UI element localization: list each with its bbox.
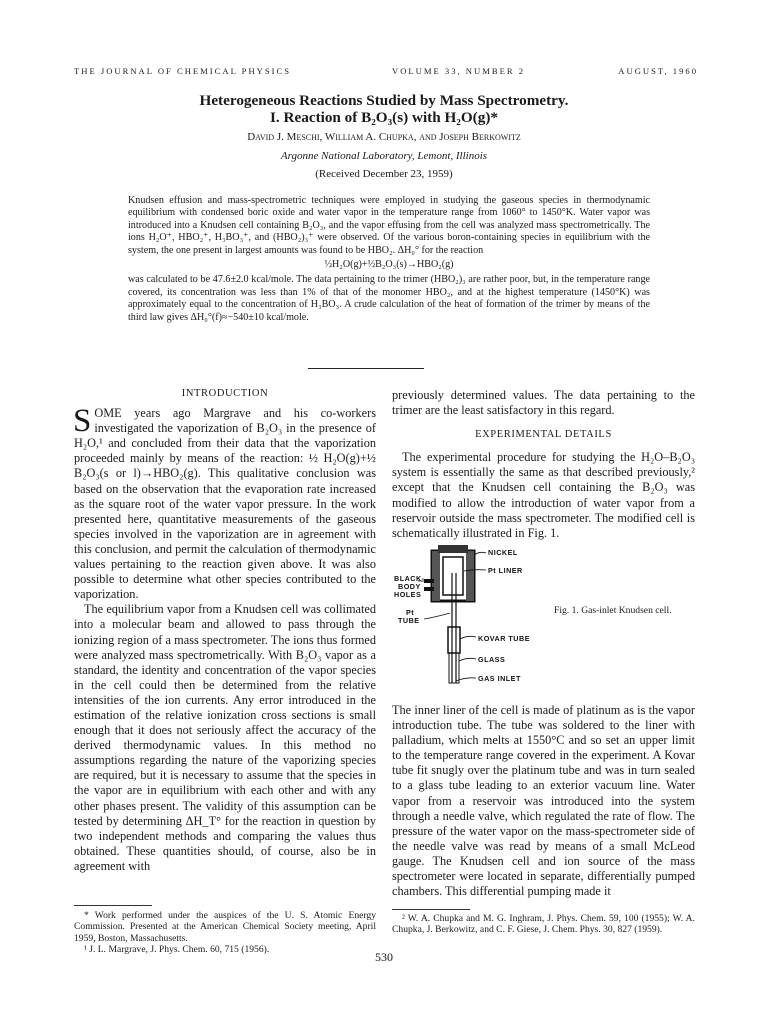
label-pt-liner: Pt LINER: [488, 566, 523, 575]
pt-liner-outline: [443, 557, 463, 595]
nickel-lid: [438, 545, 468, 553]
glass-leader: [459, 658, 476, 661]
left-column: [74, 386, 376, 874]
nickel-wall-left: [432, 551, 440, 601]
label-black-body-1: BLACK-: [394, 574, 425, 583]
black-body-hole: [424, 587, 434, 591]
right-column: [392, 388, 695, 541]
abstract-equation: ½H₂O(g)+½B₂O₃(s)→HBO₂(g): [324, 259, 454, 271]
label-gas-inlet: GAS INLET: [478, 674, 521, 683]
experimental-paragraph-1: The experimental procedure for studying the H₂O–B₂O₃ system is essentially the same as that described previously,² except that the Knudsen cell containing the B₂O₃ was modified to allow the introduction of water vapor from a reservoir outside the mass spectrometer. The modified cell is schematically illustrated in Fig. 1.: [392, 450, 695, 540]
experimental-paragraph-2: The inner liner of the cell is made of platinum as is the vapor introduction tube. The tube was soldered to the liner with palladium, which melts at 1550°C and so set an upper limit to the temperature range covered in the experiment. A Kovar tube fit snugly over the platinum tube and was in turn sealed to a glass tube leading to an exterior vacuum line. Water vapor from a reservoir was introduced into the system through a needle valve, which regulated the rate of flow. The pressure of the water vapor on the mass-spectrometer side of the needle valve was read by means of a small McLeod gauge. The Knudsen cell and ion source of the mass spectrometer were located in separate, differentially pumped chambers. This differential pumping made it: [392, 703, 695, 899]
received-date: (Received December 23, 1959): [315, 168, 453, 180]
abstract: [128, 195, 650, 324]
introduction-continuation: previously determined values. The data pertaining to the trimer are the least satisfactory in this regard.: [392, 388, 695, 418]
introduction-paragraph-2: The equilibrium vapor from a Knudsen cell was collimated into a molecular beam and allowed to pass through the ionizing region of a mass spectrometer. The ions thus formed were analyzed mass spectrometrically. With B₂O₃ vapor as a standard, the identity and concentration of the vapor species in the cell could then be determined from the relative intensities of the ion currents. Any error introduced in the estimation of the relative ionization cross sections is small enough that it does not seriously affect the accuracy of the derived thermodynamic values. In this method no assumptions regarding the nature of the vaporizing species are required, but it is necessary to assume that the species in the vapor are in equilibrium with each other and with any other phases present. The validity of this assumption can be tested by determining ΔH_T° for the reaction in question by two independent methods and comparing the values thus obtained. These quantities should, of course, also be in agreement with: [74, 602, 376, 873]
paper-title: [74, 92, 694, 126]
abstract-divider: [308, 368, 424, 369]
knudsen-cell-figure: [394, 543, 584, 693]
kovar-leader: [460, 636, 476, 639]
experimental-heading: EXPERIMENTAL DETAILS: [475, 429, 612, 441]
affiliation: Argonne National Laboratory, Lemont, Illinois: [280, 150, 488, 162]
introduction-paragraph-1: [73, 403, 376, 602]
abstract-paragraph-2: was calculated to be 47.6±2.0 kcal/mole. The data pertaining to the trimer (HBO₂)₃ are rather poor, but, in the temperature range covered, its concentration was less than 1% of that of the monomer HBO₂, and at the highest temperature (1450°K) was approximately equal to the concentration of H₃BO₃. A crude calculation of the heat of formation of the trimer by means of the third law gives ΔH₀°(f)≈−540±10 kcal/mole.: [128, 274, 650, 323]
running-header: [74, 66, 698, 80]
kovar-tube-outline: [448, 627, 460, 653]
label-glass: GLASS: [478, 655, 506, 664]
label-black-body-2: BODY: [398, 582, 421, 591]
footnotes-left: [74, 910, 376, 956]
tube-leader: [424, 613, 450, 619]
introduction-heading: INTRODUCTION: [181, 388, 269, 399]
footnote-rule-left: [74, 905, 152, 906]
glass-tube-outline: [449, 653, 459, 683]
footnote-2: ² W. A. Chupka and M. G. Inghram, J. Phys. Chem. 59, 100 (1955); W. A. Chupka, J. Berkowitz, and C. F. Giese, J. Chem. Phys. 30, 827 (1959).: [392, 913, 695, 936]
label-pt-tube-1: Pt: [406, 608, 415, 617]
nickel-leader: [474, 552, 486, 555]
label-black-body-3: HOLES: [394, 590, 422, 599]
title-line-2: I. Reaction of B₂O₃(s) with H₂O(g)*: [270, 109, 498, 126]
footnote-rule-right: [392, 909, 470, 910]
drop-cap: S: [73, 403, 92, 440]
nickel-wall-right: [466, 551, 474, 601]
label-kovar-tube: KOVAR TUBE: [478, 634, 530, 643]
introduction-paragraph-1-text: OME years ago Margrave and his co-workers investigated the vaporization of B₂O₃ in the presence of H₂O,¹ and concluded from their data that the vaporization proceeded mainly by means of the reaction: ½ H₂O(g)+½ B₂O₃(s or l)→HBO₂(g). This qualitative conclusion was based on the observation that the evaporation rate increased as the square root of the water vapor pressure. In the work presented here, quantitative measurements of the gaseous species involved in the vaporization are in agreement with this conclusion, and permit the calculation of thermodynamic values pertaining to the reaction given above. It was also possible to determine what other species contributed to the vaporization.: [74, 406, 376, 602]
footnote-star: * Work performed under the auspices of the U. S. Atomic Energy Commission. Presented at the American Chemical Society meeting, April 1959, Boston, Massachusetts.: [74, 910, 376, 944]
footnote-1: ¹ J. L. Margrave, J. Phys. Chem. 60, 715 (1956).: [84, 944, 270, 956]
experimental-continued: [392, 703, 695, 899]
issue-date: AUGUST, 1960: [618, 66, 698, 76]
footnotes-right: [392, 913, 695, 936]
volume-number: VOLUME 33, NUMBER 2: [392, 66, 526, 76]
label-pt-tube-2: TUBE: [398, 616, 420, 625]
abstract-paragraph-1: Knudsen effusion and mass-spectrometric techniques were employed in studying the gaseous species in thermodynamic equilibrium with condensed boric oxide and water vapor in the temperature range from 1060° to 1450°K. Water vapor was introduced into a Knudsen cell containing B₂O₃, and the vapor effusing from the cell was analyzed mass spectrometrically. The ions H₂O⁺, HBO₂⁺, H₃BO₃⁺, and (HBO₂)₃⁺ were observed. Of the various boron-containing species in equilibrium with the system, the one present in largest amounts was found to be HBO₂. ΔH₀° for the reaction: [128, 195, 650, 256]
authors: David J. Meschi, William A. Chupka, and Joseph Berkowitz: [247, 131, 521, 143]
page-number: 530: [375, 950, 393, 964]
title-line-1: Heterogeneous Reactions Studied by Mass Spectrometry.: [199, 92, 569, 109]
label-nickel: NICKEL: [488, 548, 518, 557]
figure-caption: Fig. 1. Gas-inlet Knudsen cell.: [554, 605, 672, 616]
journal-name: THE JOURNAL OF CHEMICAL PHYSICS: [74, 66, 292, 76]
